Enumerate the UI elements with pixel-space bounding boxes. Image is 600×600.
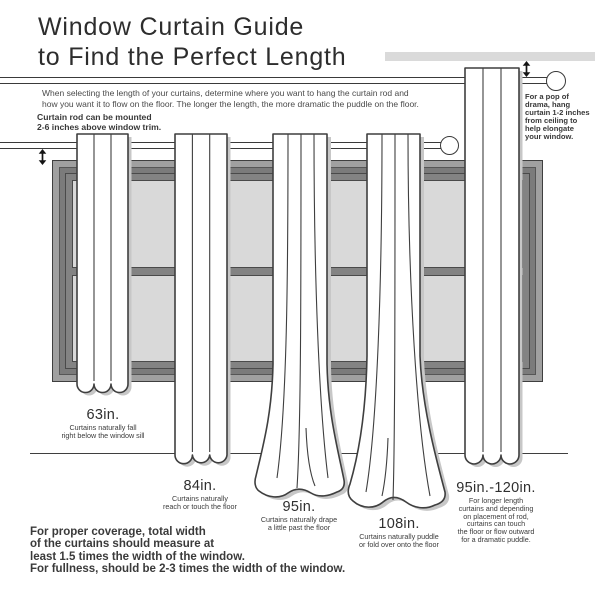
curtain-desc-line: on placement of rod, — [463, 511, 529, 521]
intro-line1: When selecting the length of your curtains, determine where you want to hang the curtain rod and — [42, 88, 409, 98]
curtain-length-value: 95in. — [282, 499, 316, 515]
curtain-length-value: 108in. — [378, 516, 420, 532]
intro-line2: how you want it to flow on the floor. The longer the length, the more dramatic the puddle on the floor. — [42, 98, 419, 109]
rod-finial-icon — [546, 71, 566, 91]
page-title-line1: Window Curtain Guide — [38, 13, 305, 41]
label-curtain-95-120in — [416, 481, 576, 544]
ceiling-note — [525, 93, 590, 142]
ceiling-note-line5: help elongate — [525, 124, 574, 134]
vertical-double-arrow-icon — [520, 61, 533, 77]
vertical-double-arrow-icon — [36, 149, 49, 165]
curtain-length-value: 63in. — [86, 407, 120, 423]
curtain-desc-line: right below the window sill — [61, 430, 145, 440]
ceiling-note-line2: drama, hang — [525, 100, 571, 110]
coverage-note-line2: of the curtains should measure at — [30, 538, 215, 551]
curtain-desc-line: a little past the floor — [267, 522, 331, 532]
ceiling-note-line6: your window. — [525, 132, 574, 142]
rod-mount-note-line1: Curtain rod can be mounted — [37, 112, 152, 122]
curtain-length-value: 84in. — [183, 478, 217, 494]
coverage-note — [30, 526, 345, 575]
curtain-95in-graphic — [246, 126, 354, 504]
curtain-length-value: 95in.-120in. — [456, 480, 536, 496]
ceiling-note-line4: from ceiling to — [525, 116, 578, 126]
coverage-note-line3: least 1.5 times the width of the window. — [30, 550, 245, 563]
curtain-desc-line: for a dramatic puddle. — [461, 534, 531, 544]
curtain-desc-line: curtains and depending — [458, 503, 534, 513]
rod-mount-note-line2: 2-6 inches above window trim. — [37, 122, 162, 133]
curtain-95-120in-graphic — [456, 58, 530, 482]
label-curtain-63in — [23, 408, 183, 440]
curtain-desc-line: curtains can touch — [466, 519, 526, 529]
coverage-note-line4: For fullness, should be 2-3 times the width of the window. — [30, 562, 346, 575]
intro-text — [42, 88, 419, 109]
page-title — [38, 12, 346, 72]
curtain-desc-line: or fold over onto the floor — [359, 539, 439, 549]
curtain-desc-line: Curtains naturally puddle — [359, 532, 439, 541]
ceiling-note-line3: curtain 1-2 inches — [525, 108, 590, 118]
curtain-desc-line: the floor or flow outward — [457, 527, 535, 537]
curtain-63in-graphic — [70, 126, 140, 406]
curtain-desc-line: For longer length — [468, 496, 524, 505]
curtain-desc-line: reach or touch the floor — [163, 501, 237, 511]
curtain-desc-line: Curtains naturally drape — [260, 515, 338, 524]
ceiling-note-line1: For a pop of — [525, 92, 569, 101]
coverage-note-line1: For proper coverage, total width — [30, 526, 206, 538]
curtain-desc-line: Curtains naturally fall — [69, 423, 137, 432]
curtain-desc-line: Curtains naturally — [172, 494, 228, 503]
curtain-108in-graphic — [340, 126, 452, 518]
page-title-line2: to Find the Perfect Length — [38, 43, 347, 71]
